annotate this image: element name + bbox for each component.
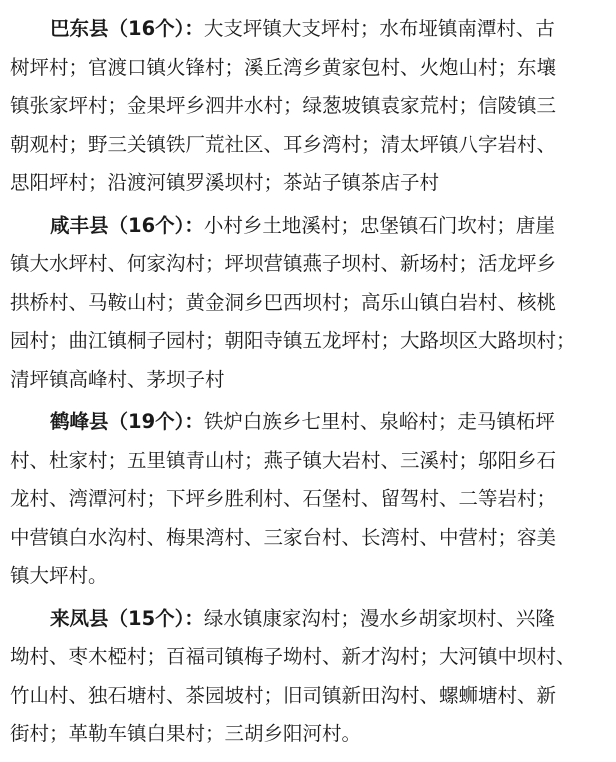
text-line: 来凤县（15个）：绿水镇康家沟村；漫水乡胡家坝村、兴隆 — [50, 606, 555, 630]
section-hefeng — [10, 403, 606, 596]
text-line: 鹤峰县（19个）：铁炉白族乡七里村、泉峪村；走马镇柘坪 — [50, 410, 555, 433]
text-line: 朝观村；野三关镇铁厂荒社区、耳乡湾村；清太坪镇八字岩村、 — [10, 132, 557, 156]
section-laifeng — [10, 600, 606, 754]
text-line: 镇大水坪村、何家沟村；坪坝营镇燕子坝村、新场村；活龙坪乡 — [10, 252, 557, 275]
text-line: 坳村、枣木椏村；百福司镇梅子坳村、新才沟村；大河镇中坝村、 — [10, 645, 576, 668]
text-line: 树坪村；官渡口镇火锋村；溪丘湾乡黄家包村、火炮山村；东壤 — [10, 55, 557, 79]
section-badong — [10, 10, 606, 203]
text-line: 思阳坪村；沿渡河镇罗溪坝村；茶站子镇茶店子村 — [10, 171, 440, 194]
county-name: 来凤县（15个）： — [50, 606, 204, 630]
text-line: 村、杜家村；五里镇青山村；燕子镇大岩村、三溪村；邬阳乡石 — [10, 448, 557, 472]
county-name: 咸丰县（16个）： — [50, 213, 204, 237]
text-line: 清坪镇高峰村、茅坝子村 — [10, 367, 225, 391]
text-line: 竹山村、独石塘村、茶园坡村；旧司镇新田沟村、螺蛳塘村、新 — [10, 683, 557, 707]
county-name: 鹤峰县（19个）： — [50, 410, 204, 433]
text-line: 拱桥村、马鞍山村；黄金洞乡巴西坝村；高乐山镇白岩村、核桃 — [10, 290, 557, 314]
text-line: 街村；革勒车镇白果村；三胡乡阳河村。 — [10, 722, 362, 745]
text-line: 镇大坪村。 — [10, 564, 108, 587]
text-line: 园村；曲江镇桐子园村；朝阳寺镇五龙坪村；大路坝区大路坝村； — [10, 329, 576, 352]
text-line: 中营镇白水沟村、梅果湾村、三家台村、长湾村、中营村；容美 — [10, 525, 557, 549]
text-line: 巴东县（16个）：大支坪镇大支坪村；水布垭镇南潭村、古 — [50, 17, 555, 40]
section-xianfeng — [10, 207, 606, 400]
text-line: 咸丰县（16个）：小村乡土地溪村；忠堡镇石门坎村；唐崖 — [50, 213, 555, 237]
county-name: 巴东县（16个）： — [50, 17, 204, 40]
text-line: 龙村、湾潭河村；下坪乡胜利村、石堡村、留驾村、二等岩村； — [10, 487, 557, 510]
text-line: 镇张家坪村；金果坪乡泗井水村；绿葱坡镇袁家荒村；信陵镇三 — [10, 94, 557, 117]
